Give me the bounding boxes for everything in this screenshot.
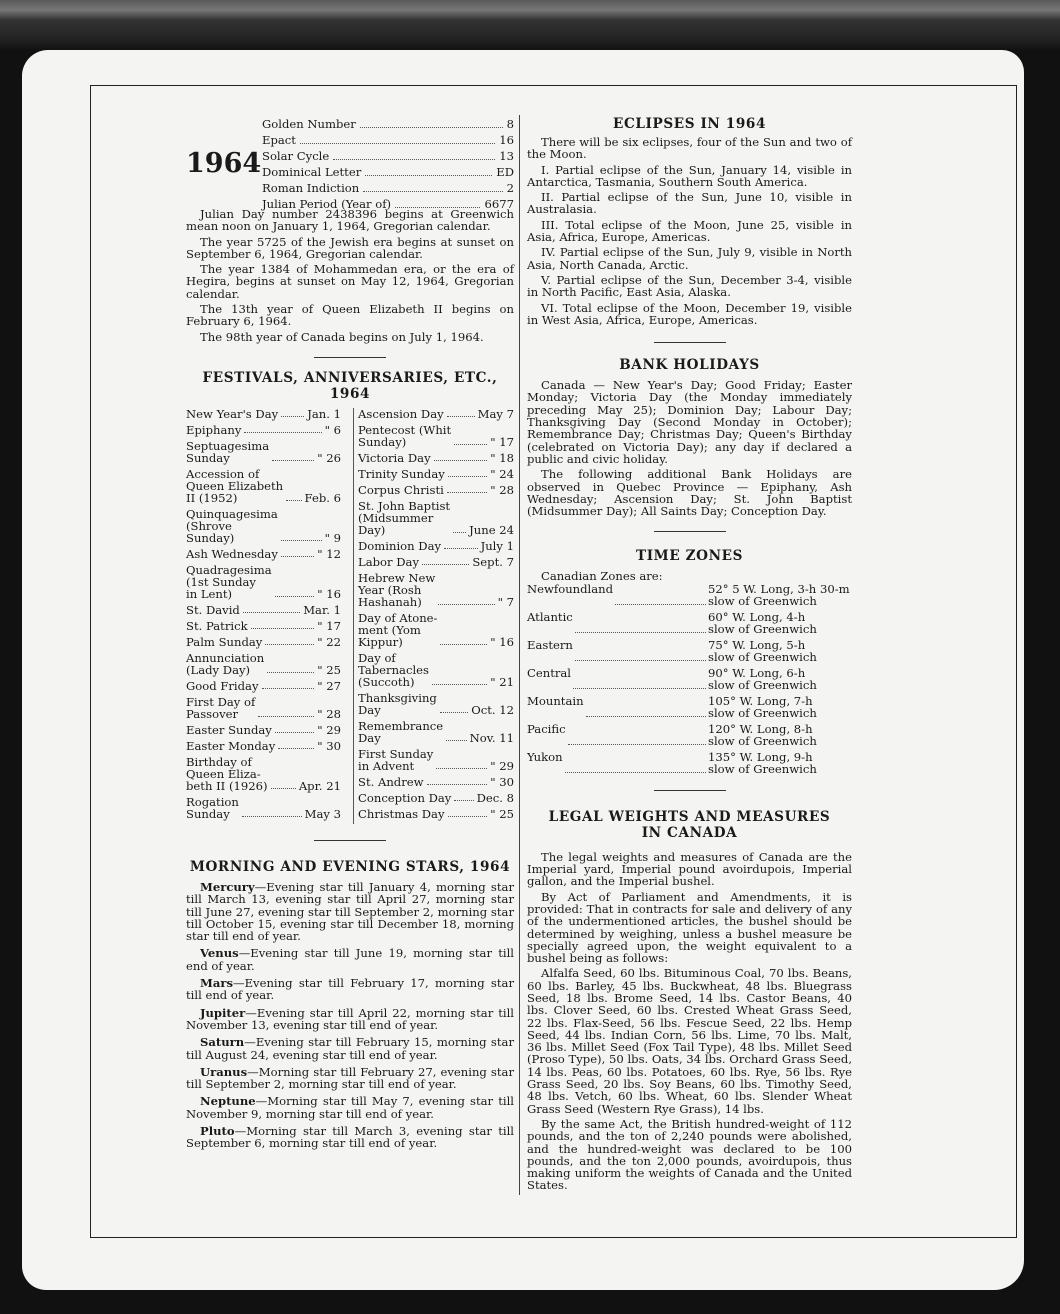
timezone-name: Yukon [527, 749, 563, 764]
festival-row [358, 720, 514, 744]
festival-date: Oct. 12 [471, 702, 514, 717]
festival-name: Easter Monday [186, 738, 276, 753]
timezone-value: 75° W. Long, 5-h slow of Greenwich [708, 637, 817, 665]
planet-name: Uranus [200, 1064, 248, 1079]
year-paragraph: The 98th year of Canada begins on July 1, 1964. [200, 329, 484, 344]
planet-name: Mars [200, 976, 233, 991]
festivals-left-list [186, 408, 341, 824]
dot-leader [365, 164, 492, 176]
eclipses-section [527, 116, 852, 326]
star-paragraph [186, 1095, 514, 1120]
festival-name: Palm Sunday [186, 634, 263, 649]
timezone-row [527, 751, 852, 776]
festival-name: Good Friday [186, 678, 259, 693]
timezone-row [527, 611, 852, 636]
star-paragraph [186, 1007, 514, 1032]
eclipse-paragraph: I. Partial eclipse of the Sun, January 14, visible in Antarctica, Tasmania, Southern South America. [527, 162, 852, 189]
timezones-list [527, 583, 852, 776]
festival-date: " 7 [497, 594, 514, 609]
star-paragraph [186, 1036, 514, 1061]
festival-name: Hebrew New Year (Rosh Hashanah) [358, 570, 436, 609]
festival-date: " 17 [317, 618, 341, 633]
festivals-title: FESTIVALS, ANNIVERSARIES, ETC., 1964 [202, 369, 498, 402]
dot-leader [436, 768, 487, 769]
bank-paragraph: The following additional Bank Holidays are observed in Quebec Province — Epiphany, Ash Wednesday; Ascension Day; St. John Baptist (Midsummer Day); All Saints Day; Conception Day. [527, 467, 852, 519]
festival-date: " 27 [317, 678, 341, 693]
festival-date: " 28 [317, 706, 341, 721]
year-fact-value: ED [496, 165, 514, 179]
festival-name: Victoria Day [358, 450, 431, 465]
timezones-intro: Canadian Zones are: [541, 569, 663, 584]
timezone-value: 105° W. Long, 7-h slow of Greenwich [708, 693, 817, 721]
planet-text: —Evening star till January 4, morning star till March 13, evening star till April 27, morning star till June 27, evening star till September 2, morning star till October 15, evening star till December 18, morning star till end of year. [186, 879, 514, 944]
year-fact-label: Epact [262, 133, 296, 147]
festival-date: Dec. 8 [476, 790, 514, 805]
year-paragraph: The year 1384 of Mohammedan era, or the era of Hegira, begins at sunset on May 12, 1964, Gregorian calendar. [186, 262, 514, 301]
bank-paragraph: Canada — New Year's Day; Good Friday; Easter Monday; Victoria Day (the Monday immediately preceding May 25); Dominion Day; Labour Day; Thanksgiving Day (Second Monday in October); Remembrance Day; Christmas Day; Queen's Birthday (celebrated on Victoria Day); any day if declared a public and civic holiday. [527, 378, 852, 466]
weights-paragraph: By Act of Parliament and Amendments, it is provided: That in contracts for sale and delivery of any of the undermentioned articles, the bushel should be determined by weighing, unless a bushel measure be specially agreed upon, the weight equivalent to a bushel being as follows: [527, 889, 852, 966]
festival-date: " 25 [490, 806, 514, 821]
dot-leader [427, 784, 488, 785]
planet-text: —Morning star till March 3, evening star till September 6, morning star till end of year. [186, 1124, 514, 1151]
dot-leader [244, 432, 321, 433]
dot-leader [615, 583, 706, 605]
year-fact-value: 2 [506, 181, 514, 195]
star-paragraph [186, 1125, 514, 1150]
festival-date: " 6 [324, 422, 341, 437]
dot-leader [272, 460, 314, 461]
festival-name: St. John Baptist (Midsummer Day) [358, 498, 451, 537]
festival-name: Dominion Day [358, 538, 442, 553]
festival-date: " 30 [490, 774, 514, 789]
dot-leader [258, 716, 314, 717]
year-fact-value: 8 [506, 117, 514, 131]
festival-name: Trinity Sunday [358, 466, 445, 481]
year-fact-row [262, 196, 514, 212]
right-column [527, 116, 852, 1195]
festival-name: Thanksgiving Day [358, 690, 437, 717]
festival-name: Rogation Sunday [186, 794, 239, 821]
festivals-right-list [353, 408, 514, 824]
festival-row [358, 468, 514, 480]
dot-leader [444, 548, 478, 549]
dot-leader [333, 148, 495, 160]
bank-list [527, 379, 852, 517]
timezone-value: 52° 5 W. Long, 3-h 30-m slow of Greenwich [708, 581, 850, 609]
year-fact-row [262, 132, 514, 148]
festival-name: St. Andrew [358, 774, 424, 789]
year-fact-value: 13 [499, 149, 514, 163]
festival-name: Remembrance Day [358, 718, 444, 745]
year-paragraph: The 13th year of Queen Elizabeth II begins on February 6, 1964. [186, 302, 514, 329]
festival-date: " 24 [490, 466, 514, 481]
planet-name: Mercury [200, 879, 255, 894]
eclipse-paragraph: There will be six eclipses, four of the Sun and two of the Moon. [527, 135, 852, 162]
festival-row [186, 508, 341, 544]
dot-leader [434, 460, 488, 461]
festival-date: " 26 [317, 450, 341, 465]
dot-leader [265, 644, 314, 645]
festival-date: Mar. 1 [303, 602, 341, 617]
planet-text: —Evening star till February 15, morning star till August 24, evening star till end of year. [186, 1035, 514, 1062]
dot-leader [300, 132, 495, 144]
timezone-name: Atlantic [527, 609, 573, 624]
dot-leader [454, 444, 487, 445]
festival-name: Quadragesima (1st Sunday in Lent) [186, 562, 272, 601]
timezone-name: Newfoundland [527, 581, 614, 596]
dot-leader [363, 180, 502, 192]
column-divider [519, 115, 520, 1195]
festival-name: Ascension Day [358, 406, 444, 421]
year-fact-value: 16 [499, 133, 514, 147]
separator [654, 531, 726, 532]
star-paragraph [186, 1066, 514, 1091]
festival-name: Day of Atone- ment (Yom Kippur) [358, 610, 438, 649]
dot-leader [267, 672, 314, 673]
festival-date: Apr. 21 [298, 778, 341, 793]
festival-date: " 17 [490, 434, 514, 449]
festival-name: Accession of Queen Elizabeth II (1952) [186, 466, 284, 505]
dot-leader [281, 540, 322, 541]
book-edge [0, 0, 1060, 50]
planet-name: Jupiter [200, 1005, 246, 1020]
dot-leader [575, 611, 706, 633]
eclipses-title: ECLIPSES IN 1964 [613, 116, 766, 132]
timezone-value: 120° W. Long, 8-h slow of Greenwich [708, 721, 817, 749]
festival-row [186, 440, 341, 464]
festival-row [186, 604, 341, 616]
festival-name: Corpus Christi [358, 482, 444, 497]
left-column [186, 116, 514, 1155]
festival-row [358, 612, 514, 648]
year-fact-row [262, 116, 514, 132]
year-fact-label: Golden Number [262, 117, 356, 131]
festival-name: Quinquagesima (Shrove Sunday) [186, 506, 278, 545]
dot-leader [573, 667, 706, 689]
festival-name: Annunciation (Lady Day) [186, 650, 265, 677]
eclipse-paragraph: V. Partial eclipse of the Sun, December 3-4, visible in North Pacific, East Asia, Alaska. [527, 272, 852, 300]
dot-leader [281, 556, 314, 557]
festival-date: Jan. 1 [307, 406, 341, 421]
stars-title: MORNING AND EVENING STARS, 1964 [189, 858, 511, 875]
dot-leader [432, 684, 487, 685]
timezones-section [527, 548, 852, 775]
festival-row [358, 500, 514, 536]
dot-leader [453, 532, 466, 533]
year-fact-label: Dominical Letter [262, 165, 362, 179]
festival-row [186, 564, 341, 600]
timezone-row [527, 695, 852, 720]
dot-leader [422, 564, 469, 565]
festival-row [186, 724, 341, 736]
dot-leader [275, 732, 314, 733]
festival-date: July 1 [480, 538, 514, 553]
stars-list [186, 881, 514, 1150]
eclipse-paragraph: IV. Partial eclipse of the Sun, July 9, visible in North Asia, North Canada, Arctic. [527, 245, 852, 272]
planet-name: Venus [200, 946, 239, 961]
eclipse-paragraph: III. Total eclipse of the Moon, June 25, visible in Asia, Africa, Europe, Americas. [527, 217, 852, 245]
weights-list [527, 851, 852, 1192]
weights-paragraph: By the same Act, the British hundred-weight of 112 pounds, and the ton of 2,240 pounds were abolished, and the hundred-weight was declared to be 100 pounds, and the ton 2,000 pounds, avoirdupois, thus making uniform the weights of Canada and the United States. [527, 1116, 852, 1193]
dot-leader [242, 816, 302, 817]
festivals-section [186, 370, 514, 824]
festival-date: " 16 [490, 634, 514, 649]
festival-row [186, 652, 341, 676]
year-header [186, 116, 514, 211]
dot-leader [565, 751, 706, 773]
festival-date: " 16 [317, 586, 341, 601]
festival-date: Nov. 11 [469, 730, 514, 745]
festival-date: " 21 [490, 674, 514, 689]
year-fact-row [262, 148, 514, 164]
dot-leader [586, 695, 706, 717]
year-facts [262, 116, 514, 212]
planet-text: —Evening star till February 17, morning star till end of year. [186, 976, 514, 1003]
planet-text: —Evening star till April 22, morning star till November 13, evening star till end of year. [186, 1005, 514, 1032]
festival-name: First Sunday in Advent [358, 746, 434, 773]
dot-leader [278, 748, 314, 749]
festival-name: St. David [186, 602, 240, 617]
festival-date: Feb. 6 [304, 490, 341, 505]
weights-title-line2: IN CANADA [641, 824, 738, 841]
separator [654, 342, 726, 343]
festival-date: May 3 [304, 806, 341, 821]
dot-leader [575, 639, 706, 661]
year-paragraph: Julian Day number 2438396 begins at Greenwich mean noon on January 1, 1964, Gregorian calendar. [186, 207, 514, 234]
festival-name: Easter Sunday [186, 722, 272, 737]
timezone-row [527, 723, 852, 748]
timezone-name: Central [527, 665, 572, 680]
eclipse-paragraph: II. Partial eclipse of the Sun, June 10, visible in Australasia. [527, 190, 852, 217]
festival-row [186, 548, 341, 560]
weights-title-line1: LEGAL WEIGHTS AND MEASURES [548, 808, 831, 825]
separator [654, 790, 726, 791]
dot-leader [438, 604, 494, 605]
timezone-row [527, 667, 852, 692]
dot-leader [243, 612, 300, 613]
festival-date: " 30 [317, 738, 341, 753]
festival-row [186, 740, 341, 752]
festival-row [186, 408, 341, 420]
year-fact-row [262, 164, 514, 180]
festival-date: " 29 [490, 758, 514, 773]
timezone-name: Pacific [527, 721, 566, 736]
timezones-title: TIME ZONES [636, 548, 743, 565]
year-fact-value: 6677 [484, 197, 514, 211]
festival-row [186, 696, 341, 720]
festival-name: Pentecost (Whit Sunday) [358, 422, 452, 449]
festival-row [358, 692, 514, 716]
eclipses-list [527, 136, 852, 326]
planet-text: —Morning star till May 7, evening star till November 9, morning star till end of year. [186, 1094, 514, 1121]
dot-leader [447, 416, 475, 417]
bank-section [527, 357, 852, 517]
year-paragraph: The year 5725 of the Jewish era begins at sunset on September 6, 1964, Gregorian calendar. [186, 234, 514, 261]
planet-name: Saturn [200, 1035, 245, 1050]
year-fact-label: Solar Cycle [262, 149, 330, 163]
festival-date: " 18 [490, 450, 514, 465]
festival-date: " 25 [317, 662, 341, 677]
timezone-value: 90° W. Long, 6-h slow of Greenwich [708, 665, 817, 693]
star-paragraph [186, 947, 514, 972]
dot-leader [448, 476, 487, 477]
planet-name: Neptune [200, 1094, 256, 1109]
dot-leader [251, 628, 315, 629]
festival-row [358, 556, 514, 568]
festival-row [358, 808, 514, 820]
festival-date: " 29 [317, 722, 341, 737]
festival-date: " 9 [324, 530, 341, 545]
separator [314, 357, 386, 358]
dot-leader [568, 723, 706, 745]
festival-date: Sept. 7 [472, 554, 514, 569]
festival-name: St. Patrick [186, 618, 248, 633]
planet-name: Pluto [200, 1124, 235, 1139]
timezone-row [527, 639, 852, 664]
eclipse-paragraph: VI. Total eclipse of the Moon, December 19, visible in West Asia, Africa, Europe, Americas. [527, 300, 852, 327]
festival-row [358, 652, 514, 688]
dot-leader [454, 800, 473, 801]
star-paragraph [186, 977, 514, 1002]
dot-leader [286, 500, 301, 501]
festival-row [358, 776, 514, 788]
weights-paragraph: Alfalfa Seed, 60 lbs. Bituminous Coal, 70 lbs. Beans, 60 lbs. Barley, 45 lbs. Buckwheat, 48 lbs. Bluegrass Seed, 18 lbs. Brome Seed, 14 lbs. Castor Beans, 40 lbs. Clover Seed, 60 lbs. Crested Wheat Grass Seed, 22 lbs. Flax-Seed, 56 lbs. Fescue Seed, 22 lbs. Hemp Seed, 44 lbs. Indian Corn, 56 lbs. Lime, 70 lbs. Malt, 36 lbs. Millet Seed (Fox Tail Type), 48 lbs. Millet Seed (Proso Type), 50 lbs. Oats, 34 lbs. Orchard Grass Seed, 14 lbs. Peas, 60 lbs. Potatoes, 60 lbs. Rye, 56 lbs. Rye Grass Seed, 20 lbs. Soy Beans, 60 lbs. Timothy Seed, 48 lbs. Vetch, 60 lbs. Wheat, 60 lbs. Slender Wheat Grass Seed (Western Rye Grass), 14 lbs. [527, 966, 852, 1116]
festival-name: Conception Day [358, 790, 452, 805]
year-title: 1964 [186, 148, 262, 179]
dot-leader [281, 416, 304, 417]
festival-name: Septuagesima Sunday [186, 438, 270, 465]
festival-date: " 12 [317, 546, 341, 561]
festival-row [358, 484, 514, 496]
timezone-name: Mountain [527, 693, 584, 708]
festival-date: " 22 [317, 634, 341, 649]
stars-section [186, 859, 514, 1150]
planet-text: —Evening star till June 19, morning star till end of year. [186, 946, 514, 973]
weights-section [527, 809, 852, 1192]
festival-row [358, 408, 514, 420]
festival-row [186, 424, 341, 436]
dot-leader [360, 116, 503, 128]
timezone-value: 60° W. Long, 4-h slow of Greenwich [708, 609, 817, 637]
festival-row [358, 792, 514, 804]
year-paragraphs [186, 208, 514, 343]
dot-leader [448, 816, 488, 817]
bank-title: BANK HOLIDAYS [619, 357, 760, 374]
dot-leader [262, 688, 315, 689]
festival-row [186, 680, 341, 692]
festival-row [358, 424, 514, 448]
festival-name: First Day of Passover [186, 694, 256, 721]
festival-row [358, 748, 514, 772]
dot-leader [275, 596, 315, 597]
festival-date: June 24 [469, 522, 514, 537]
festival-row [186, 796, 341, 820]
festival-name: Birthday of Queen Eliza- beth II (1926) [186, 754, 268, 793]
year-fact-label: Julian Period (Year of) [262, 197, 392, 211]
festival-row [358, 572, 514, 608]
festival-name: New Year's Day [186, 406, 279, 421]
year-fact-label: Roman Indiction [262, 181, 360, 195]
planet-text: —Morning star till February 27, evening star till September 2, morning star till end of year. [186, 1064, 514, 1092]
festival-date: May 7 [477, 406, 514, 421]
dot-leader [440, 712, 468, 713]
timezone-row [527, 583, 852, 608]
weights-paragraph: The legal weights and measures of Canada are the Imperial yard, Imperial pound avoirdupois, Imperial gallon, and the Imperial bushel. [527, 849, 852, 889]
festival-name: Epiphany [186, 422, 242, 437]
festival-row [358, 540, 514, 552]
timezone-name: Eastern [527, 637, 573, 652]
festival-date: " 28 [490, 482, 514, 497]
dot-leader [440, 644, 487, 645]
festival-name: Ash Wednesday [186, 546, 278, 561]
star-paragraph [186, 881, 514, 942]
dot-leader [447, 492, 487, 493]
festival-row [186, 636, 341, 648]
festival-row [186, 756, 341, 792]
dot-leader [446, 740, 466, 741]
festival-name: Christmas Day [358, 806, 445, 821]
year-fact-row [262, 180, 514, 196]
festival-row [358, 452, 514, 464]
festival-row [186, 620, 341, 632]
festival-name: Labor Day [358, 554, 419, 569]
festival-row [186, 468, 341, 504]
dot-leader [271, 788, 296, 789]
timezone-value: 135° W. Long, 9-h slow of Greenwich [708, 749, 817, 777]
separator [314, 840, 386, 841]
festival-name: Day of Tabernacles (Succoth) [358, 650, 429, 689]
dot-leader [395, 196, 480, 208]
